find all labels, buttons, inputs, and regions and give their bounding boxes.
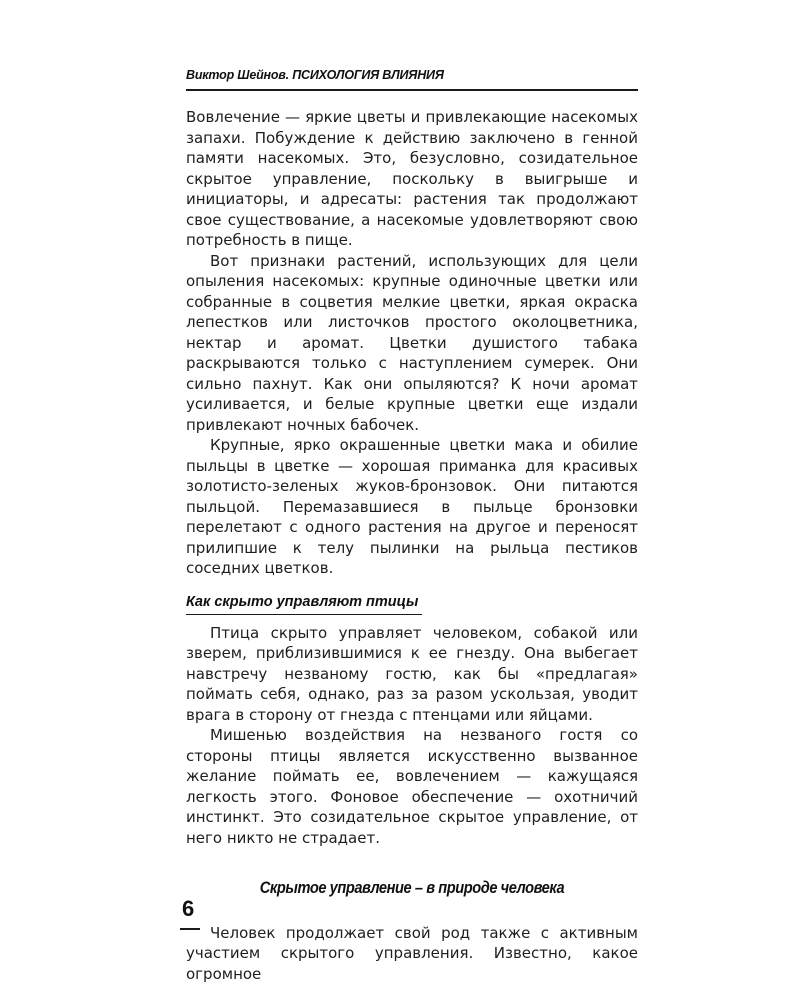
subheading-wrapper [186,591,638,615]
paragraph: Мишенью воздействия на незваного гостя со стороны птицы является искусственно вызванное желание поймать ее, вовлечением — кажущаяся легкость этого. Фоновое обеспечение — охотничий инстинкт. Это созидательное скрытое управление, от него никто не страдает. [186,726,638,847]
page-number-rule [180,928,200,930]
body-text [186,107,638,984]
chapter-heading: Скрытое управление – в природе человека [259,878,565,897]
running-head: Виктор Шейнов. ПСИХОЛОГИЯ ВЛИЯНИЯ [186,66,638,91]
paragraph: Человек продолжает свой род также с активным участием скрытого управления. Известно, какое огромное [186,923,638,983]
paragraph: Крупные, ярко окрашенные цветки мака и обилие пыльцы в цветке — хорошая приманка для красивых золотисто-зеленых жуков-бронзовок. Они питаются пыльцой. Перемазавшиеся в пыльце бронзовки перелетают с одного растения на другое и переносят прилипшие к телу пылинки на рыльца пестиков соседних цветков. [186,436,638,577]
page-content [186,66,638,984]
paragraph: Вовлечение — яркие цветы и привлекающие насекомых запахи. Побуждение к действию заключено в генной памяти насекомых. Это, безусловно, созидательное скрытое управление, поскольку в выигрыше и инициаторы, и адресаты: растения так продолжают свое существование, а насекомые удовлетворяют свою потребность в пище. [186,108,638,249]
paragraph: Птица скрыто управляет человеком, собакой или зверем, приблизившимися к ее гнезду. Она выбегает навстречу незваному гостю, как бы «предлагая» поймать себя, однако, раз за разом ускользая, уводит врага в сторону от гнезда с птенцами или яйцами. [186,623,638,724]
paragraph: Вот признаки растений, использующих для цели опыления насекомых: крупные одиночные цветки или собранные в соцветия мелкие цветки, яркая окраска лепестков или листочков простого околоцветника, нектар и аромат. Цветки душистого табака раскрываются только с наступлением сумерек. Они сильно пахнут. Как они опыляются? К ночи аромат усиливается, и белые крупные цветки еще издали привлекают ночных бабочек. [186,251,638,434]
page-number: 6 [182,896,195,921]
section-subheading: Как скрыто управляют птицы [186,592,422,615]
